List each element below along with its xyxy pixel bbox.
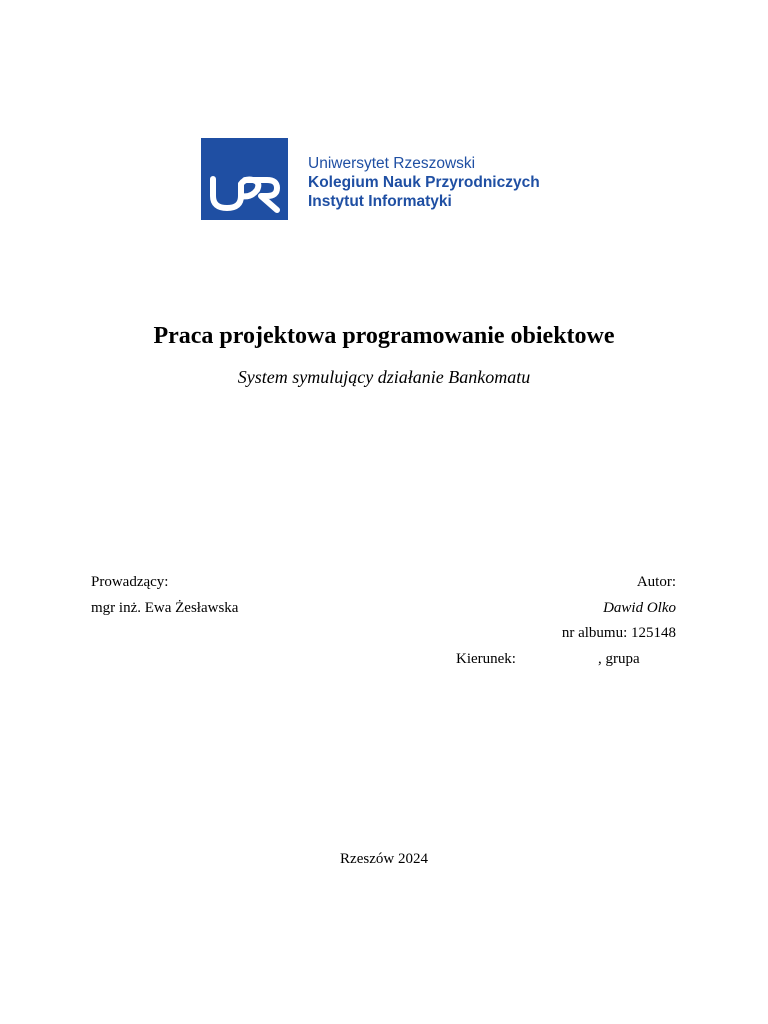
university-name: Uniwersytet Rzeszowski [308, 155, 476, 172]
author-name: Dawid Olko [603, 600, 676, 616]
place-and-year: Rzeszów 2024 [340, 851, 428, 867]
document-title: Praca projektowa programowanie obiektowe [153, 323, 615, 349]
college-name: Kolegium Nauk Przyrodniczych [308, 174, 540, 191]
ur-logo-mark [201, 138, 288, 220]
album-number: nr albumu: 125148 [561, 625, 676, 641]
institute-name: Instytut Informatyki [308, 193, 452, 210]
field-of-study-label: Kierunek: [456, 651, 516, 667]
author-label: Autor: [636, 574, 676, 590]
document-subtitle: System symulujący działanie Bankomatu [237, 367, 531, 387]
logo-text [308, 154, 568, 211]
supervisor-label: Prowadzący: [91, 574, 169, 590]
supervisor-name: mgr inż. Ewa Żesławska [91, 600, 239, 616]
group-label: , grupa [598, 651, 640, 667]
